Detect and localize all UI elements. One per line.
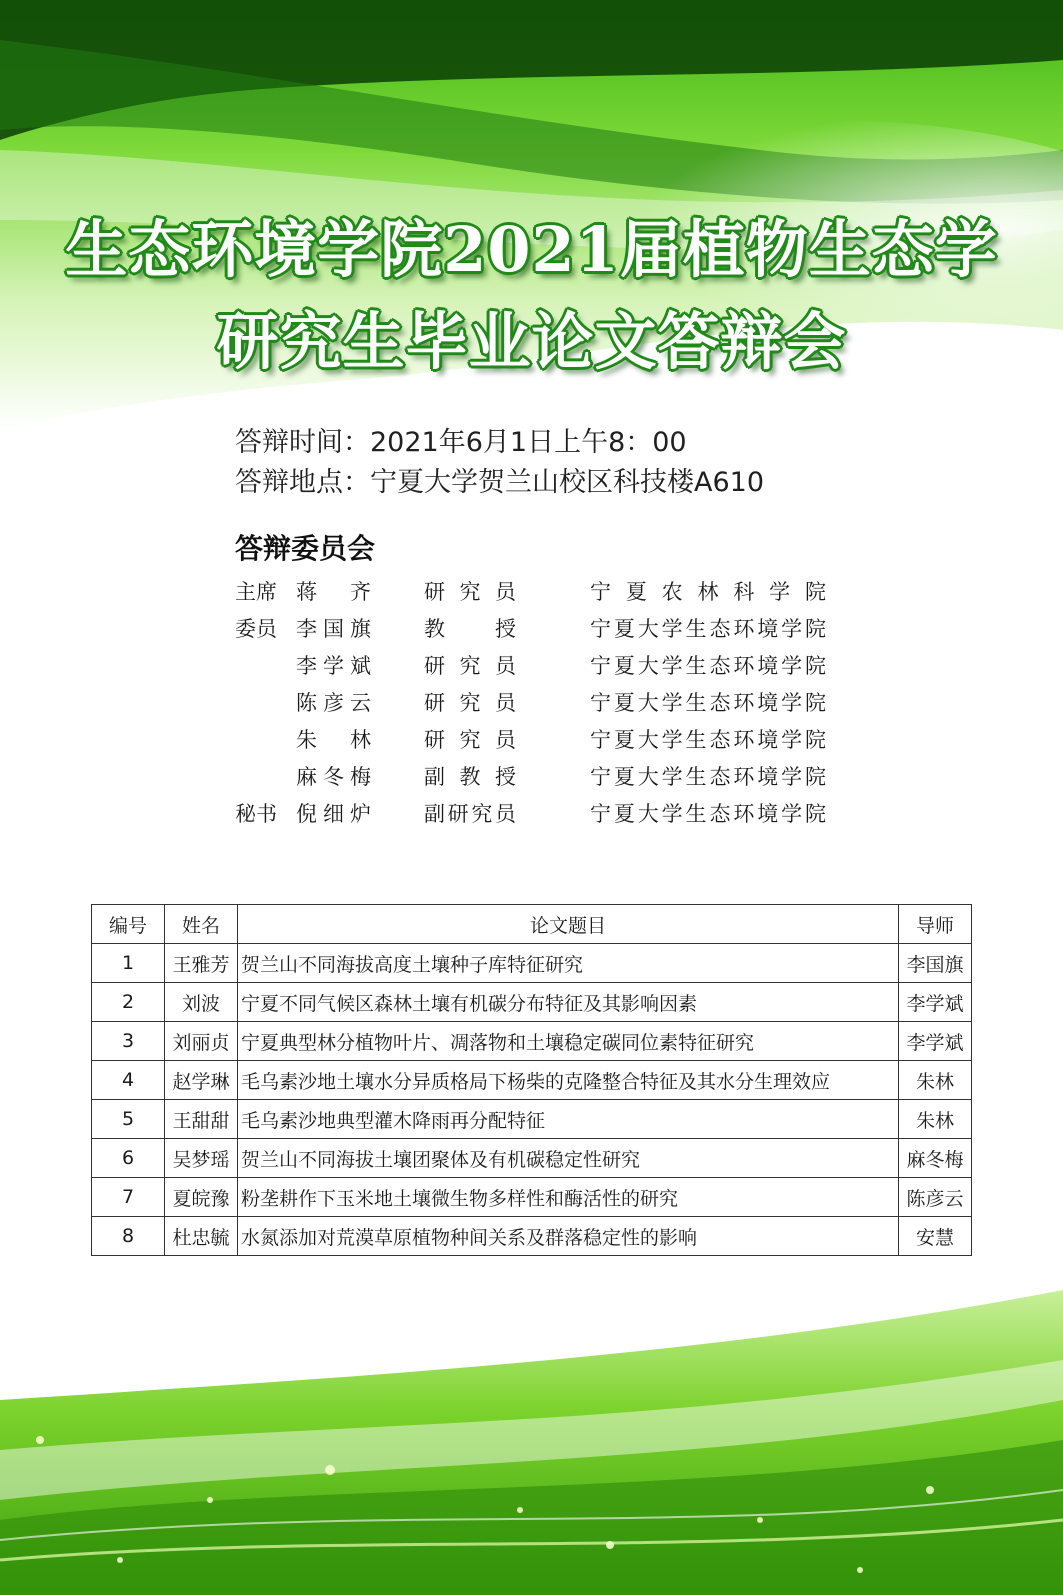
cell-name: 王甜甜 [165,1100,238,1139]
header-name: 姓名 [165,905,238,944]
cell-no: 6 [92,1139,165,1178]
cell-name: 赵学琳 [165,1061,238,1100]
cell-name: 王雅芳 [165,944,238,983]
header-advisor: 导师 [899,905,972,944]
cell-topic: 毛乌素沙地典型灌木降雨再分配特征 [238,1100,899,1139]
cell-no: 8 [92,1217,165,1256]
member-role: 主席 [235,580,277,604]
table-row [92,1178,972,1217]
cell-no: 7 [92,1178,165,1217]
member-title: 教授 [424,617,516,641]
table-row [92,1100,972,1139]
table-row [92,1139,972,1178]
cell-advisor: 安慧 [899,1217,972,1256]
member-name: 倪细炉 [296,802,371,826]
defense-location: 答辩地点：宁夏大学贺兰山校区科技楼A610 [235,467,765,498]
defense-time: 答辩时间：2021年6月1日上午8：00 [235,427,687,458]
header-no: 编号 [92,905,165,944]
cell-topic: 毛乌素沙地土壤水分异质格局下杨柴的克隆整合特征及其水分生理效应 [238,1061,899,1100]
member-institution: 宁夏农林科学院 [590,580,826,604]
cell-advisor: 陈彦云 [899,1178,972,1217]
member-role: 秘书 [235,802,277,826]
member-title: 副研究员 [424,802,516,826]
cell-topic: 贺兰山不同海拔土壤团聚体及有机碳稳定性研究 [238,1139,899,1178]
cell-no: 1 [92,944,165,983]
cell-advisor: 麻冬梅 [899,1139,972,1178]
cell-name: 刘波 [165,983,238,1022]
table-row [92,983,972,1022]
table-row [92,1022,972,1061]
cell-advisor: 李学斌 [899,983,972,1022]
member-name: 陈彦云 [296,691,371,715]
cell-topic: 宁夏典型林分植物叶片、凋落物和土壤稳定碳同位素特征研究 [238,1022,899,1061]
member-name: 李国旗 [296,617,371,641]
member-title: 研究员 [424,691,516,715]
cell-name: 刘丽贞 [165,1022,238,1061]
member-institution: 宁夏大学生态环境学院 [590,654,826,678]
table-header-row [92,905,972,944]
cell-topic: 粉垄耕作下玉米地土壤微生物多样性和酶活性的研究 [238,1178,899,1217]
cell-advisor: 李学斌 [899,1022,972,1061]
table-row [92,1217,972,1256]
member-title: 研究员 [424,654,516,678]
member-title: 研究员 [424,580,516,604]
member-institution: 宁夏大学生态环境学院 [590,691,826,715]
cell-name: 吴梦瑶 [165,1139,238,1178]
cell-no: 2 [92,983,165,1022]
cell-no: 4 [92,1061,165,1100]
table-row [92,1061,972,1100]
cell-advisor: 朱林 [899,1061,972,1100]
cell-name: 杜忠毓 [165,1217,238,1256]
cell-no: 5 [92,1100,165,1139]
member-name: 李学斌 [296,654,371,678]
table-row [92,944,972,983]
cell-name: 夏皖豫 [165,1178,238,1217]
member-name: 朱林 [296,728,371,752]
cell-topic: 宁夏不同气候区森林土壤有机碳分布特征及其影响因素 [238,983,899,1022]
cell-advisor: 李国旗 [899,944,972,983]
member-institution: 宁夏大学生态环境学院 [590,617,826,641]
cell-no: 3 [92,1022,165,1061]
member-institution: 宁夏大学生态环境学院 [590,765,826,789]
committee-heading: 答辩委员会 [235,532,376,565]
member-name: 蒋齐 [296,580,371,604]
member-title: 副教授 [424,765,516,789]
cell-topic: 贺兰山不同海拔高度土壤种子库特征研究 [238,944,899,983]
member-name: 麻冬梅 [296,765,371,789]
page-title-line-1: 生态环境学院2021届植物生态学 [65,213,998,286]
cell-advisor: 朱林 [899,1100,972,1139]
member-role: 委员 [235,617,277,641]
member-institution: 宁夏大学生态环境学院 [590,728,826,752]
member-institution: 宁夏大学生态环境学院 [590,802,826,826]
cell-topic: 水氮添加对荒漠草原植物种间关系及群落稳定性的影响 [238,1217,899,1256]
header-topic: 论文题目 [238,905,899,944]
thesis-table [91,904,972,1256]
member-title: 研究员 [424,728,516,752]
page-title-line-2: 研究生毕业论文答辩会 [216,305,847,378]
